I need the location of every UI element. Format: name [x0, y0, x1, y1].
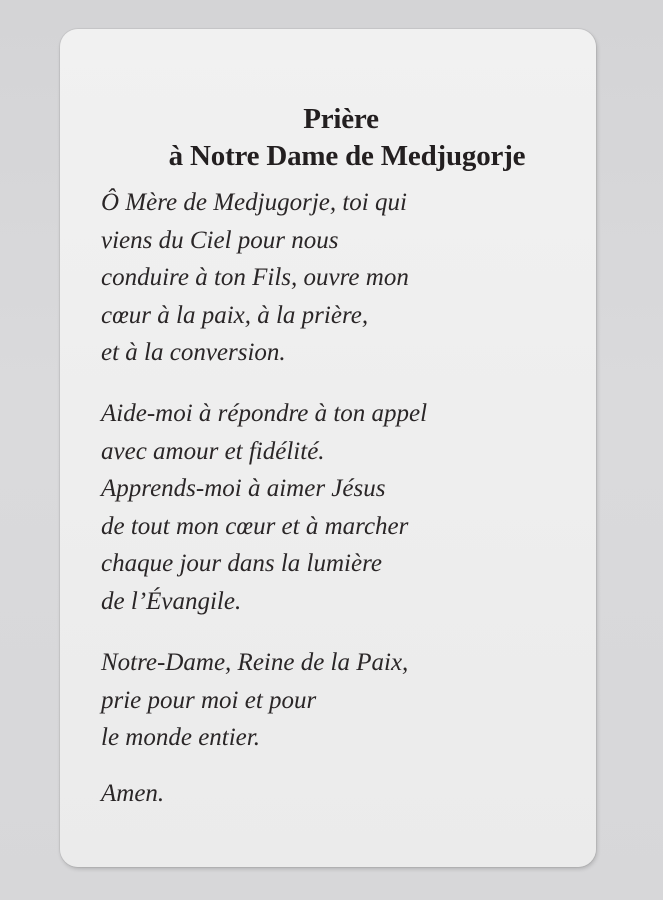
- prayer-line: Ô Mère de Medjugorje, toi qui: [101, 189, 407, 216]
- prayer-amen: Amen.: [101, 780, 165, 807]
- prayer-card: [60, 29, 596, 867]
- prayer-line: cœur à la paix, à la prière,: [101, 301, 369, 329]
- prayer-line: chaque jour dans la lumière: [101, 550, 382, 578]
- prayer-line: conduire à ton Fils, ouvre mon: [101, 264, 409, 292]
- prayer-line: le monde entier.: [101, 724, 260, 752]
- prayer-line: Notre-Dame, Reine de la Paix,: [101, 649, 409, 676]
- prayer-stanza: [101, 184, 571, 372]
- prayer-stanza: [101, 644, 571, 757]
- prayer-line: avec amour et fidélité.: [101, 437, 325, 465]
- prayer-line: viens du Ciel pour nous: [101, 226, 339, 254]
- prayer-stanza: [101, 395, 571, 621]
- prayer-line: et à la conversion.: [101, 339, 286, 367]
- title-line: à Notre Dame de Medjugorje: [168, 140, 526, 172]
- prayer-line: de tout mon cœur et à marcher: [101, 512, 409, 540]
- prayer-line: de l’Évangile.: [101, 587, 242, 615]
- title-line: Prière: [303, 103, 379, 135]
- prayer-line: prie pour moi et pour: [101, 686, 317, 714]
- prayer-title: [60, 101, 596, 175]
- prayer-line: Aide-moi à répondre à ton appel: [101, 400, 428, 427]
- prayer-line: Apprends-moi à aimer Jésus: [101, 475, 386, 503]
- prayer-stanza: [101, 775, 571, 813]
